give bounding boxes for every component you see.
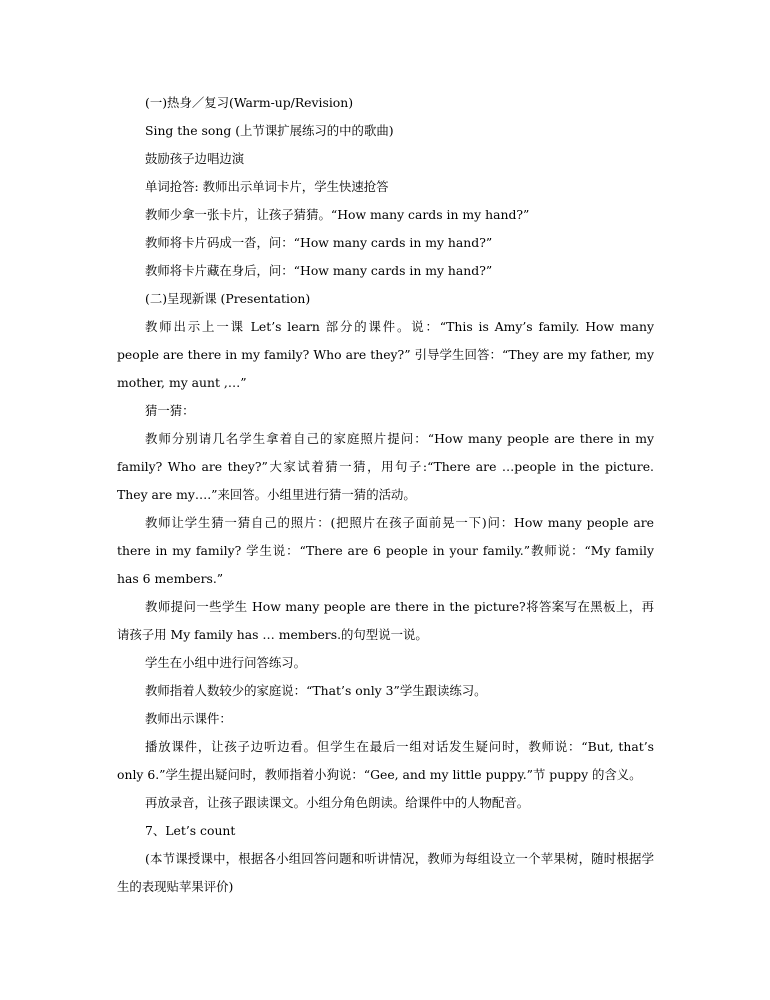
paragraph-guess-photo: 教师让学生猜一猜自己的照片：(把照片在孩子面前晃一下)问：How many people are there in my family? 学生说：“There are 6 people in your family.”教师说：“My family has 6 members.” xyxy=(117,515,654,586)
section-heading-lets-count: 7、Let’s count xyxy=(145,823,236,838)
paragraph-group-practice: 学生在小组中进行问答练习。 xyxy=(145,655,307,670)
paragraph-guess-heading: 猜一猜： xyxy=(145,403,195,418)
paragraph-stack-cards: 教师将卡片码成一沓，问：“How many cards in my hand?” xyxy=(145,235,493,250)
paragraph-family-photos: 教师分别请几名学生拿着自己的家庭照片提问：“How many people are there in my family? Who are they?”大家试着猜一猜，用句子:“There are …people in the picture. They are my….”来回答。小组里进行猜一猜的活动。 xyxy=(117,431,654,502)
paragraph-ask-students: 教师提问一些学生 How many people are there in the picture?将答案写在黑板上，再请孩子用 My family has … members.的句型说一说。 xyxy=(117,599,654,642)
paragraph-encourage: 鼓励孩子边唱边演 xyxy=(145,151,245,166)
paragraph-show-courseware: 教师出示上一课 Let’s learn 部分的课件。说：“This is Amy’s family. How many people are there in my family? Who are they?” 引导学生回答：“They are my father, my mother, my aunt ,…” xyxy=(117,319,654,390)
paragraph-small-family: 教师指着人数较少的家庭说：“That’s only 3”学生跟读练习。 xyxy=(145,683,487,698)
paragraph-apple-tree: (本节课授课中，根据各小组回答问题和听讲情况，教师为每组设立一个苹果树，随时根据学生的表现贴苹果评价) xyxy=(117,851,654,894)
paragraph-one-card-less: 教师少拿一张卡片，让孩子猜猜。“How many cards in my hand?” xyxy=(145,207,530,222)
section-heading-presentation: (二)呈现新课 (Presentation) xyxy=(145,291,311,306)
paragraph-word-quiz: 单词抢答: 教师出示单词卡片，学生快速抢答 xyxy=(145,179,389,194)
section-heading-warmup: (一)热身／复习(Warm-up/Revision) xyxy=(145,95,354,110)
paragraph-replay-recording: 再放录音，让孩子跟读课文。小组分角色朗读。给课件中的人物配音。 xyxy=(145,795,530,810)
paragraph-play-courseware: 播放课件，让孩子边听边看。但学生在最后一组对话发生疑问时，教师说：“But, that’s only 6.”学生提出疑问时，教师指着小狗说：“Gee, and my little puppy.”节 puppy 的含义。 xyxy=(117,739,654,782)
paragraph-hide-cards: 教师将卡片藏在身后，问：“How many cards in my hand?” xyxy=(145,263,493,278)
paragraph-sing-song: Sing the song (上节课扩展练习的中的歌曲) xyxy=(145,123,394,138)
document-body xyxy=(117,89,654,901)
paragraph-show-courseware-2: 教师出示课件： xyxy=(145,711,232,726)
